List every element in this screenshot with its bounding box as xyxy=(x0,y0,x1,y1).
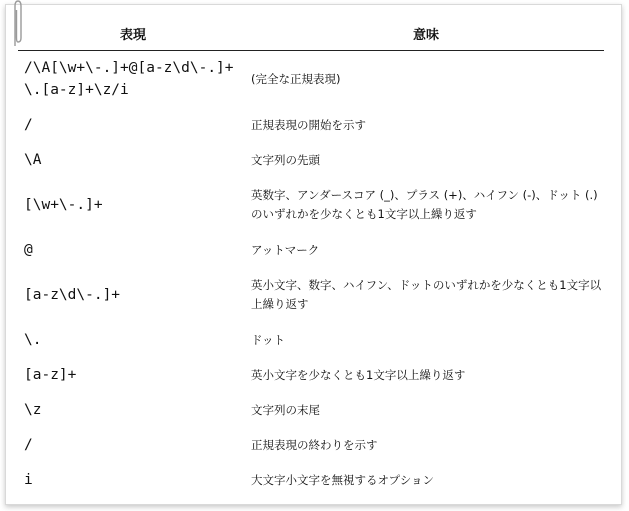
header-meaning: 意味 xyxy=(248,16,604,51)
meaning-cell: 英数字、アンダースコア (_)、プラス (+)、ハイフン (-)、ドット (.) のいずれかを少なくとも1文字以上繰り返す xyxy=(251,188,598,221)
meaning-cell: 英小文字を少なくとも1文字以上繰り返す xyxy=(251,367,466,382)
expression-cell: [a-z\d\-.]+ xyxy=(24,287,121,303)
meaning-cell: 文字列の先頭 xyxy=(251,152,320,167)
table-row xyxy=(18,428,604,463)
table-row xyxy=(18,108,604,143)
expression-cell: \A xyxy=(24,152,42,168)
expression-cell: i xyxy=(24,472,33,488)
table-row xyxy=(18,463,604,498)
table-row xyxy=(18,233,604,268)
meaning-cell: ドット xyxy=(251,332,286,347)
expression-cell: / xyxy=(24,437,33,453)
table-row xyxy=(18,143,604,178)
expression-cell: \z xyxy=(24,402,42,418)
expression-cell: [a-z]+ xyxy=(24,367,77,383)
table-row xyxy=(18,51,604,108)
meaning-cell: 正規表現の開始を示す xyxy=(251,117,366,132)
meaning-cell: (完全な正規表現) xyxy=(251,71,341,86)
meaning-cell: 大文字小文字を無視するオプション xyxy=(251,472,434,487)
expression-cell: @ xyxy=(24,242,33,258)
meaning-cell: 文字列の末尾 xyxy=(251,402,320,417)
meaning-cell: 正規表現の終わりを示す xyxy=(251,437,378,452)
meaning-cell: 英小文字、数字、ハイフン、ドットのいずれかを少なくとも1文字以上繰り返す xyxy=(251,278,602,311)
table-row xyxy=(18,393,604,428)
expression-cell: \. xyxy=(24,332,42,348)
table-row xyxy=(18,323,604,358)
expression-cell: / xyxy=(24,117,33,133)
table-row xyxy=(18,178,604,233)
regex-table xyxy=(18,16,604,498)
table-row xyxy=(18,268,604,323)
meaning-cell: アットマーク xyxy=(251,242,320,257)
expression-cell: /\A[\w+\-.]+@[a-z\d\-.]+\.[a-z]+\z/i xyxy=(24,60,234,99)
header-expression: 表現 xyxy=(18,16,248,51)
expression-cell: [\w+\-.]+ xyxy=(24,197,103,213)
header-row xyxy=(18,16,604,51)
table-row xyxy=(18,358,604,393)
